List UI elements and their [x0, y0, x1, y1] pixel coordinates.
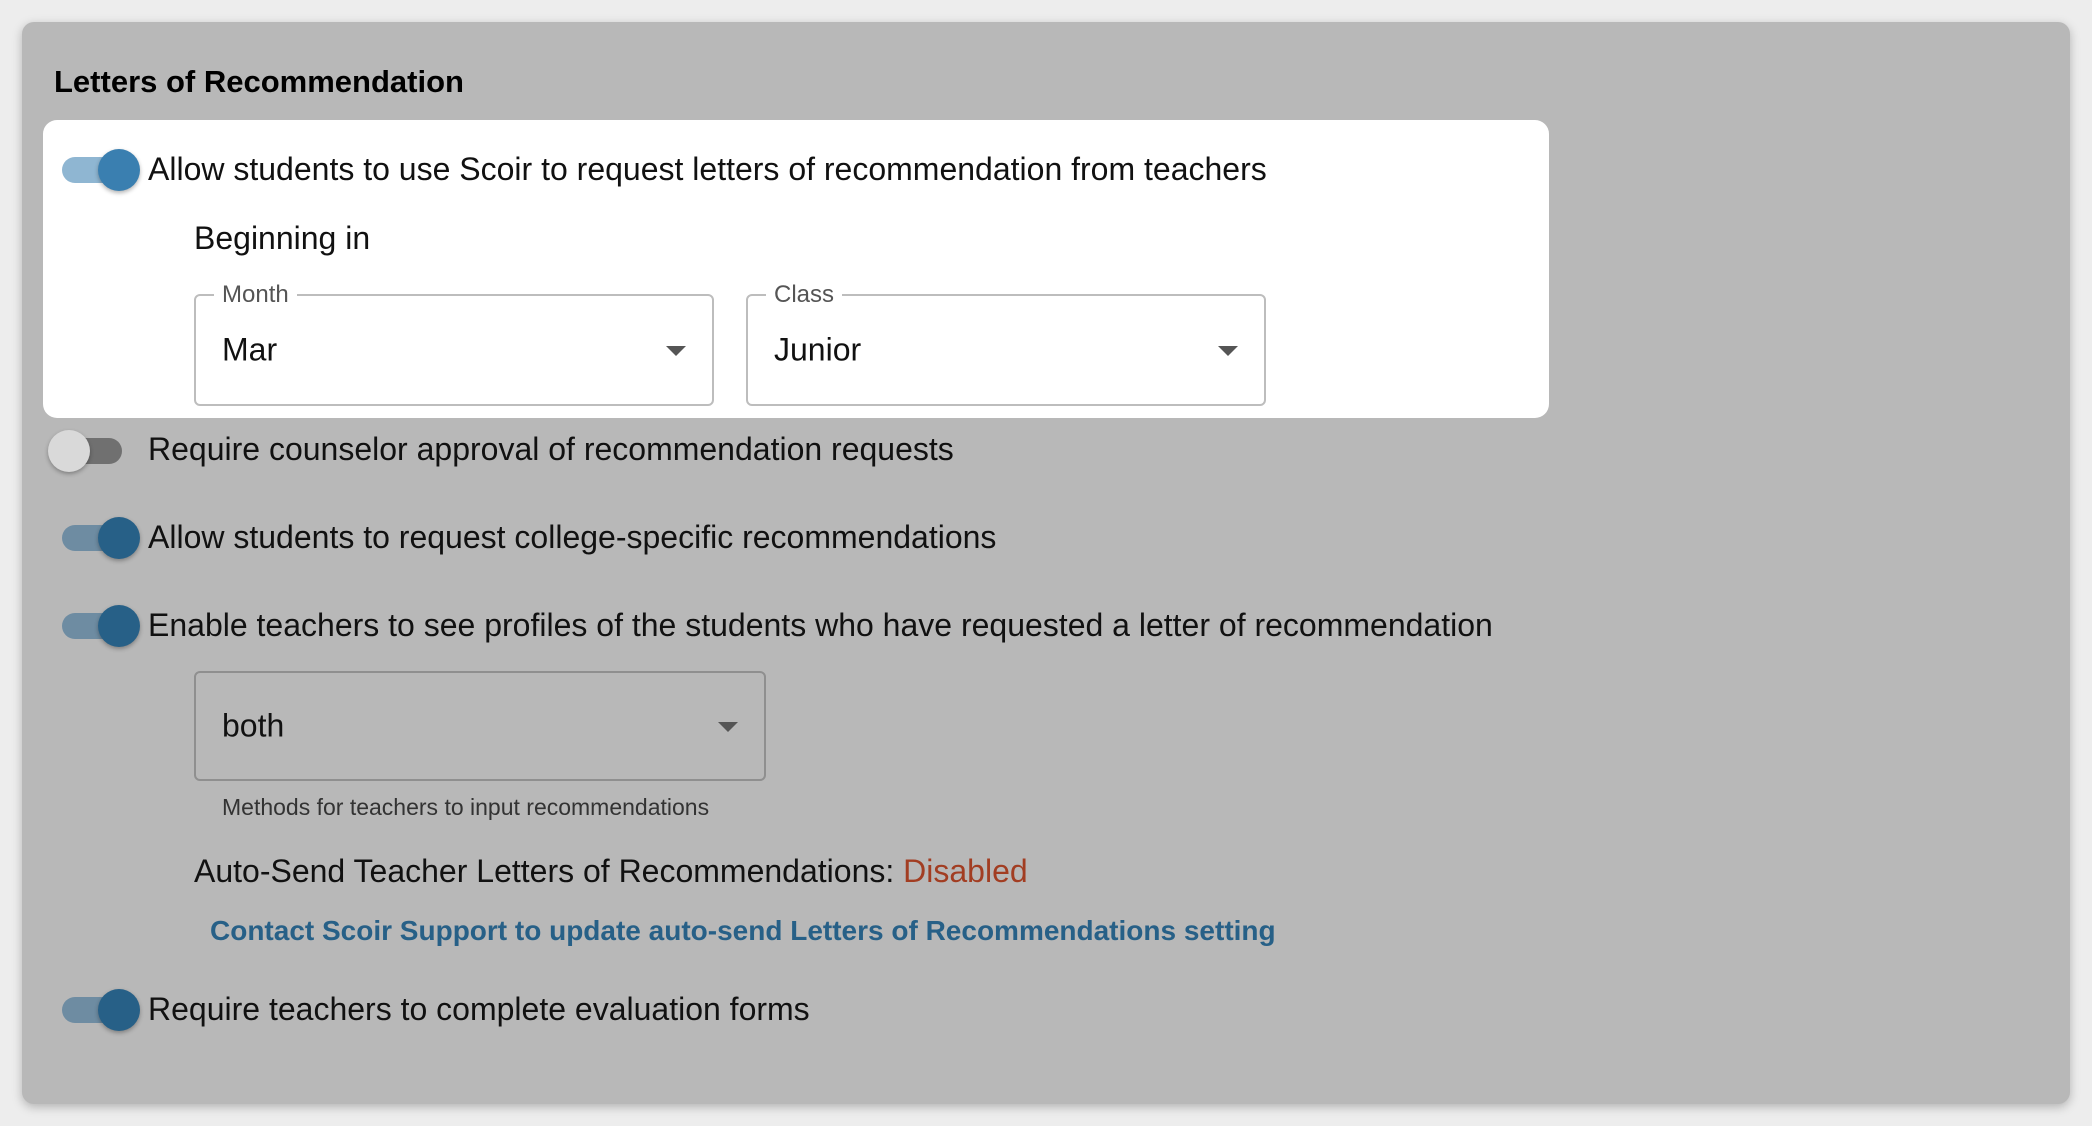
contact-support-link[interactable]: Contact Scoir Support to update auto-send Letters of Recommendations setting: [210, 915, 1276, 946]
teacher-profiles-toggle[interactable]: [52, 601, 132, 651]
month-select-legend: Month: [214, 281, 297, 309]
month-select[interactable]: [194, 281, 714, 406]
class-select-legend: Class: [766, 281, 842, 309]
teacher-profiles-label: Enable teachers to see profiles of the students who have requested a letter of recommendation: [148, 607, 1493, 643]
chevron-down-icon: [718, 722, 738, 732]
counselor-approval-label: Require counselor approval of recommendation requests: [148, 431, 954, 467]
auto-send-label: Auto-Send Teacher Letters of Recommendations:: [194, 853, 895, 889]
toggle-thumb: [98, 605, 140, 647]
toggle-thumb: [98, 517, 140, 559]
chevron-down-icon: [1218, 346, 1238, 356]
class-select[interactable]: [746, 281, 1266, 406]
evaluation-forms-label: Require teachers to complete evaluation forms: [148, 991, 810, 1027]
input-method-select[interactable]: [194, 671, 766, 781]
month-select-value: Mar: [222, 331, 278, 368]
chevron-down-icon: [666, 346, 686, 356]
toggle-thumb: [48, 430, 90, 472]
auto-send-status-badge: Disabled: [903, 853, 1028, 889]
evaluation-forms-toggle[interactable]: [52, 985, 132, 1035]
college-specific-label: Allow students to request college-specific recommendations: [148, 519, 997, 555]
section-title: Letters of Recommendation: [54, 64, 464, 99]
counselor-approval-toggle[interactable]: [44, 426, 124, 476]
allow-requests-label: Allow students to use Scoir to request letters of recommendation from teachers: [148, 151, 1267, 187]
college-specific-toggle[interactable]: [52, 513, 132, 563]
input-method-helper-text: Methods for teachers to input recommendations: [222, 794, 710, 820]
toggle-thumb: [98, 989, 140, 1031]
toggle-thumb: [98, 149, 140, 191]
input-method-value: both: [222, 707, 285, 744]
auto-send-status: [194, 853, 1028, 890]
class-select-value: Junior: [774, 331, 862, 368]
beginning-in-label: Beginning in: [194, 220, 371, 256]
allow-requests-toggle[interactable]: [52, 145, 132, 195]
